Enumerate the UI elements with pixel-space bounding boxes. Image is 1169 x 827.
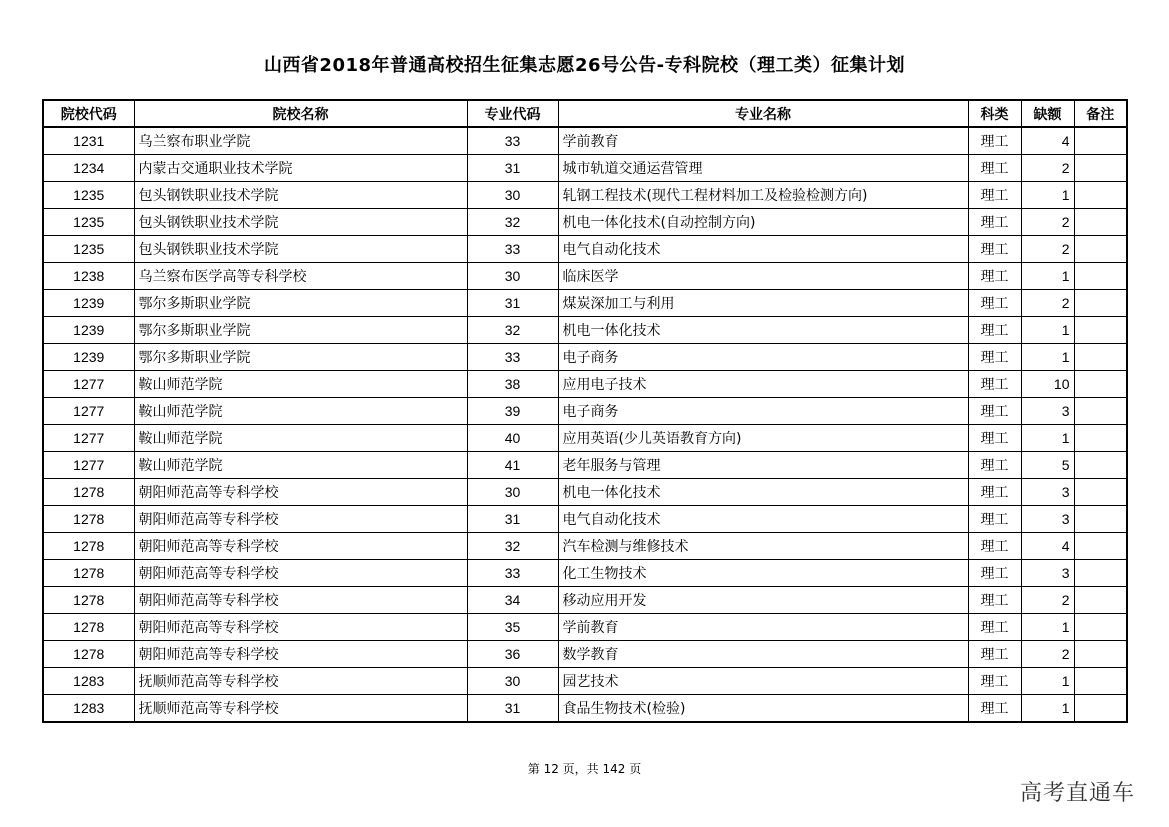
cell-note: [1074, 371, 1127, 398]
cell-school-name: 鄂尔多斯职业学院: [134, 317, 467, 344]
cell-note: [1074, 317, 1127, 344]
header-major-name: 专业名称: [558, 100, 968, 127]
cell-major-code: 41: [467, 452, 558, 479]
cell-note: [1074, 695, 1127, 723]
cell-major-code: 31: [467, 695, 558, 723]
page-footer: 第 12 页，共 142 页: [527, 762, 642, 776]
cell-category: 理工: [968, 236, 1021, 263]
cell-quota: 3: [1021, 479, 1074, 506]
cell-note: [1074, 290, 1127, 317]
table-row: [43, 452, 1127, 479]
cell-quota: 3: [1021, 506, 1074, 533]
cell-quota: 3: [1021, 560, 1074, 587]
cell-category: 理工: [968, 533, 1021, 560]
cell-major-code: 31: [467, 290, 558, 317]
cell-quota: 2: [1021, 155, 1074, 182]
cell-major-code: 30: [467, 182, 558, 209]
header-major-code: 专业代码: [467, 100, 558, 127]
header-quota: 缺额: [1021, 100, 1074, 127]
header-category: 科类: [968, 100, 1021, 127]
cell-school-name: 朝阳师范高等专科学校: [134, 614, 467, 641]
cell-major-code: 31: [467, 155, 558, 182]
cell-note: [1074, 263, 1127, 290]
cell-quota: 1: [1021, 668, 1074, 695]
cell-school-code: 1235: [43, 182, 134, 209]
cell-category: 理工: [968, 587, 1021, 614]
cell-school-code: 1239: [43, 317, 134, 344]
cell-major-code: 33: [467, 236, 558, 263]
cell-quota: 4: [1021, 127, 1074, 155]
cell-quota: 1: [1021, 614, 1074, 641]
table-row: [43, 371, 1127, 398]
table-row: [43, 695, 1127, 723]
cell-major-code: 38: [467, 371, 558, 398]
cell-school-name: 鞍山师范学院: [134, 371, 467, 398]
table-body: [43, 127, 1127, 722]
cell-category: 理工: [968, 452, 1021, 479]
cell-quota: 2: [1021, 290, 1074, 317]
cell-category: 理工: [968, 127, 1021, 155]
cell-school-name: 朝阳师范高等专科学校: [134, 641, 467, 668]
cell-school-code: 1278: [43, 560, 134, 587]
cell-category: 理工: [968, 209, 1021, 236]
table-row: [43, 533, 1127, 560]
cell-note: [1074, 127, 1127, 155]
cell-quota: 2: [1021, 236, 1074, 263]
table-row: [43, 425, 1127, 452]
cell-quota: 4: [1021, 533, 1074, 560]
cell-major-name: 学前教育: [558, 614, 968, 641]
cell-major-code: 32: [467, 209, 558, 236]
cell-note: [1074, 587, 1127, 614]
cell-school-code: 1278: [43, 614, 134, 641]
cell-major-name: 机电一体化技术: [558, 479, 968, 506]
cell-major-name: 临床医学: [558, 263, 968, 290]
enrollment-plan-table: [42, 99, 1128, 723]
cell-major-name: 数学教育: [558, 641, 968, 668]
cell-major-name: 应用英语(少儿英语教育方向): [558, 425, 968, 452]
cell-major-name: 电气自动化技术: [558, 236, 968, 263]
cell-school-code: 1277: [43, 398, 134, 425]
cell-note: [1074, 236, 1127, 263]
cell-school-name: 内蒙古交通职业技术学院: [134, 155, 467, 182]
cell-note: [1074, 614, 1127, 641]
cell-major-code: 32: [467, 533, 558, 560]
cell-category: 理工: [968, 614, 1021, 641]
cell-note: [1074, 452, 1127, 479]
cell-school-name: 朝阳师范高等专科学校: [134, 479, 467, 506]
table-row: [43, 236, 1127, 263]
table-row: [43, 209, 1127, 236]
cell-note: [1074, 425, 1127, 452]
cell-major-code: 32: [467, 317, 558, 344]
table-row: [43, 155, 1127, 182]
cell-school-code: 1231: [43, 127, 134, 155]
cell-category: 理工: [968, 263, 1021, 290]
cell-major-name: 学前教育: [558, 127, 968, 155]
cell-major-code: 35: [467, 614, 558, 641]
table-row: [43, 560, 1127, 587]
cell-school-name: 包头钢铁职业技术学院: [134, 236, 467, 263]
cell-major-code: 40: [467, 425, 558, 452]
cell-major-code: 33: [467, 344, 558, 371]
cell-note: [1074, 641, 1127, 668]
cell-major-code: 31: [467, 506, 558, 533]
cell-major-name: 移动应用开发: [558, 587, 968, 614]
cell-category: 理工: [968, 479, 1021, 506]
cell-quota: 3: [1021, 398, 1074, 425]
watermark: 高考直通车: [1020, 781, 1136, 806]
cell-school-name: 乌兰察布职业学院: [134, 127, 467, 155]
table-row: [43, 641, 1127, 668]
table-row: [43, 398, 1127, 425]
cell-major-name: 园艺技术: [558, 668, 968, 695]
table-row: [43, 587, 1127, 614]
cell-major-name: 煤炭深加工与利用: [558, 290, 968, 317]
cell-major-name: 城市轨道交通运营管理: [558, 155, 968, 182]
cell-school-code: 1278: [43, 506, 134, 533]
cell-major-name: 电子商务: [558, 398, 968, 425]
cell-school-code: 1235: [43, 209, 134, 236]
cell-major-code: 34: [467, 587, 558, 614]
cell-category: 理工: [968, 398, 1021, 425]
cell-note: [1074, 209, 1127, 236]
cell-category: 理工: [968, 317, 1021, 344]
cell-major-name: 电气自动化技术: [558, 506, 968, 533]
cell-note: [1074, 560, 1127, 587]
cell-major-name: 汽车检测与维修技术: [558, 533, 968, 560]
cell-school-code: 1278: [43, 533, 134, 560]
cell-school-name: 鄂尔多斯职业学院: [134, 290, 467, 317]
cell-quota: 1: [1021, 344, 1074, 371]
cell-category: 理工: [968, 560, 1021, 587]
cell-school-name: 包头钢铁职业技术学院: [134, 182, 467, 209]
header-school-code: 院校代码: [43, 100, 134, 127]
cell-note: [1074, 479, 1127, 506]
cell-major-code: 36: [467, 641, 558, 668]
cell-quota: 10: [1021, 371, 1074, 398]
table-row: [43, 668, 1127, 695]
cell-quota: 1: [1021, 695, 1074, 723]
cell-major-name: 老年服务与管理: [558, 452, 968, 479]
table-row: [43, 479, 1127, 506]
cell-quota: 2: [1021, 641, 1074, 668]
cell-school-code: 1238: [43, 263, 134, 290]
cell-school-name: 朝阳师范高等专科学校: [134, 533, 467, 560]
cell-quota: 1: [1021, 317, 1074, 344]
cell-note: [1074, 398, 1127, 425]
cell-school-name: 鞍山师范学院: [134, 452, 467, 479]
table-header-row: [43, 100, 1127, 127]
cell-quota: 2: [1021, 587, 1074, 614]
cell-major-name: 轧钢工程技术(现代工程材料加工及检验检测方向): [558, 182, 968, 209]
cell-major-code: 33: [467, 127, 558, 155]
cell-school-code: 1283: [43, 695, 134, 723]
cell-category: 理工: [968, 641, 1021, 668]
cell-school-code: 1278: [43, 641, 134, 668]
cell-school-name: 鞍山师范学院: [134, 425, 467, 452]
cell-quota: 1: [1021, 182, 1074, 209]
cell-major-name: 化工生物技术: [558, 560, 968, 587]
cell-note: [1074, 155, 1127, 182]
cell-school-name: 朝阳师范高等专科学校: [134, 560, 467, 587]
cell-note: [1074, 182, 1127, 209]
cell-school-name: 抚顺师范高等专科学校: [134, 695, 467, 723]
table-row: [43, 614, 1127, 641]
cell-school-name: 鞍山师范学院: [134, 398, 467, 425]
cell-category: 理工: [968, 668, 1021, 695]
cell-school-code: 1239: [43, 344, 134, 371]
cell-major-name: 应用电子技术: [558, 371, 968, 398]
table-row: [43, 127, 1127, 155]
cell-school-code: 1239: [43, 290, 134, 317]
cell-category: 理工: [968, 182, 1021, 209]
cell-school-name: 鄂尔多斯职业学院: [134, 344, 467, 371]
cell-school-code: 1277: [43, 452, 134, 479]
cell-quota: 2: [1021, 209, 1074, 236]
table-row: [43, 263, 1127, 290]
cell-school-code: 1278: [43, 587, 134, 614]
cell-category: 理工: [968, 506, 1021, 533]
cell-school-name: 朝阳师范高等专科学校: [134, 506, 467, 533]
cell-major-name: 食品生物技术(检验): [558, 695, 968, 723]
cell-category: 理工: [968, 155, 1021, 182]
cell-note: [1074, 668, 1127, 695]
cell-school-code: 1277: [43, 425, 134, 452]
cell-major-code: 33: [467, 560, 558, 587]
table-row: [43, 506, 1127, 533]
cell-school-name: 朝阳师范高等专科学校: [134, 587, 467, 614]
cell-school-code: 1277: [43, 371, 134, 398]
cell-quota: 1: [1021, 263, 1074, 290]
cell-major-code: 39: [467, 398, 558, 425]
cell-major-name: 电子商务: [558, 344, 968, 371]
cell-category: 理工: [968, 425, 1021, 452]
table-row: [43, 344, 1127, 371]
cell-category: 理工: [968, 371, 1021, 398]
cell-note: [1074, 506, 1127, 533]
cell-category: 理工: [968, 695, 1021, 723]
cell-category: 理工: [968, 290, 1021, 317]
cell-major-code: 30: [467, 479, 558, 506]
cell-category: 理工: [968, 344, 1021, 371]
header-note: 备注: [1074, 100, 1127, 127]
cell-note: [1074, 533, 1127, 560]
cell-major-name: 机电一体化技术: [558, 317, 968, 344]
cell-school-code: 1278: [43, 479, 134, 506]
cell-note: [1074, 344, 1127, 371]
table-row: [43, 290, 1127, 317]
cell-school-code: 1234: [43, 155, 134, 182]
cell-school-name: 乌兰察布医学高等专科学校: [134, 263, 467, 290]
table-row: [43, 317, 1127, 344]
page-title: 山西省2018年普通高校招生征集志愿26号公告-专科院校（理工类）征集计划: [263, 55, 906, 76]
cell-school-code: 1235: [43, 236, 134, 263]
cell-quota: 5: [1021, 452, 1074, 479]
cell-school-code: 1283: [43, 668, 134, 695]
cell-major-code: 30: [467, 668, 558, 695]
cell-quota: 1: [1021, 425, 1074, 452]
cell-school-name: 包头钢铁职业技术学院: [134, 209, 467, 236]
table-row: [43, 182, 1127, 209]
cell-school-name: 抚顺师范高等专科学校: [134, 668, 467, 695]
cell-major-name: 机电一体化技术(自动控制方向): [558, 209, 968, 236]
header-school-name: 院校名称: [134, 100, 467, 127]
cell-major-code: 30: [467, 263, 558, 290]
